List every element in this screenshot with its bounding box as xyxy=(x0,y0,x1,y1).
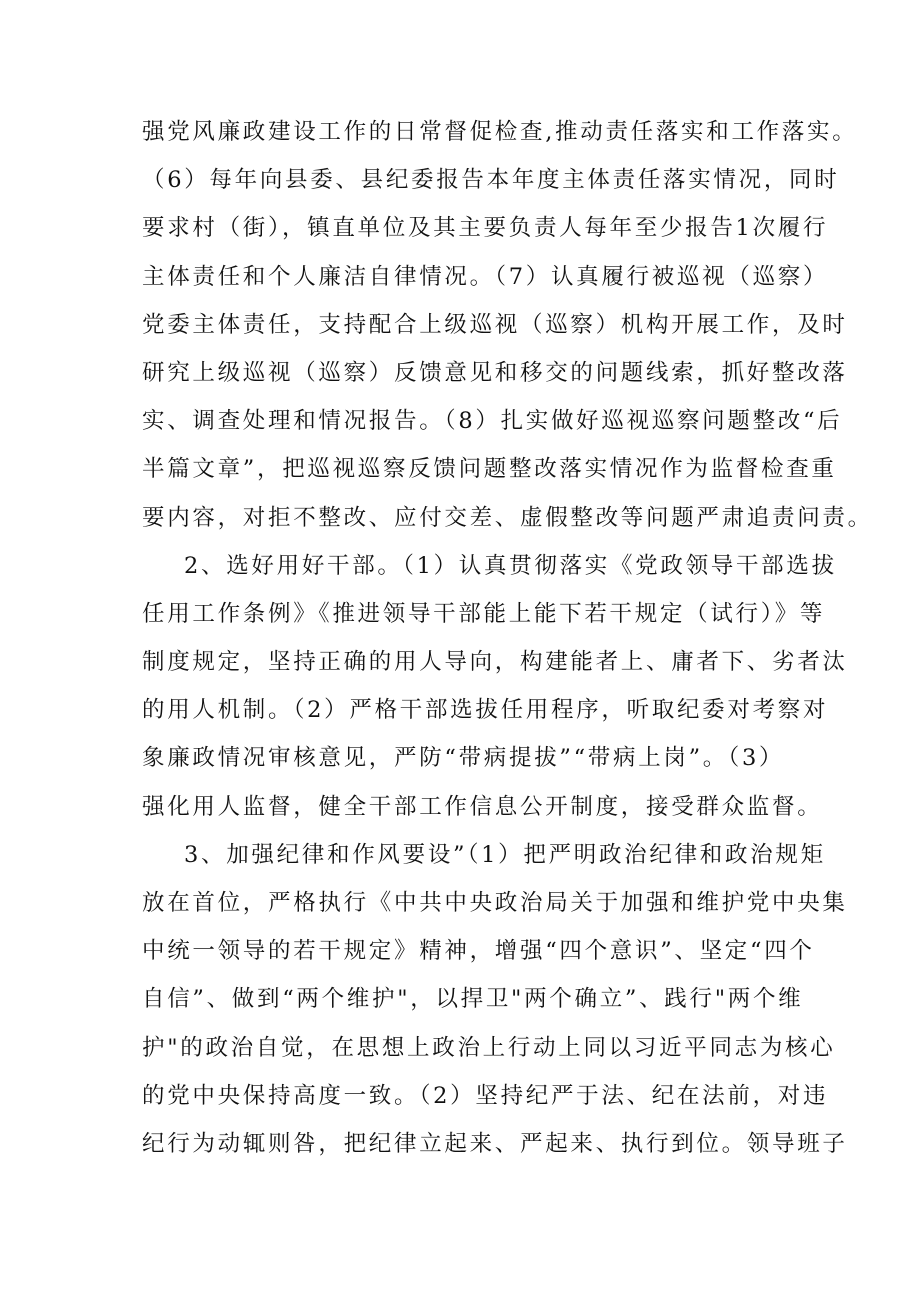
text-line: 制度规定，坚持正确的用人导向，构建能者上、庸者下、劣者汰 xyxy=(142,649,848,676)
text-line: 半篇文章”，把巡视巡察反馈问题整改落实情况作为监督检查重 xyxy=(142,456,837,483)
text-line: 实、调查处理和情况报告。（8）扎实做好巡视巡察问题整改“后 xyxy=(142,408,843,435)
text-line: 强化用人监督，健全干部工作信息公开制度，接受群众监督。 xyxy=(142,793,823,820)
text-line: 中统一领导的若干规定》精神，增强“四个意识”、坚定“四个 xyxy=(142,938,815,965)
text-line: （6）每年向县委、县纪委报告本年度主体责任落实情况，同时 xyxy=(142,167,840,194)
text-line: 的党中央保持高度一致。（2）坚持纪严于法、纪在法前，对违 xyxy=(142,1082,829,1109)
paragraph-start-line: 2、选好用好干部。（1）认真贯彻落实《党政领导干部选拔 xyxy=(184,552,837,579)
text-line: 主体责任和个人廉洁自律情况。（7）认真履行被巡视（巡察） xyxy=(142,263,829,290)
paragraph-start-line: 3、加强纪律和作风要设”（1）把严明政治纪律和政治规矩 xyxy=(184,841,826,868)
text-line: 自信”、做到“两个维护"，以捍卫"两个确立”、践行"两个维 xyxy=(142,986,804,1013)
text-line: 强党风廉政建设工作的日常督促检查,推动责任落实和工作落实。 xyxy=(142,119,858,145)
text-line: 要求村（街），镇直单位及其主要负责人每年至少报告1次履行 xyxy=(142,215,829,242)
text-line: 纪行为动辄则咎，把纪律立起来、严起来、执行到位。领导班子 xyxy=(142,1130,848,1157)
text-line: 研究上级巡视（巡察）反馈意见和移交的问题线索，抓好整改落 xyxy=(142,359,848,386)
document-body xyxy=(142,108,873,1168)
text-line: 党委主体责任，支持配合上级巡视（巡察）机构开展工作，及时 xyxy=(142,311,848,338)
text-line: 象廉政情况审核意见，严防“带病提拔”“带病上岗”。（3） xyxy=(142,745,785,772)
text-line: 护"的政治自觉，在思想上政治上行动上同以习近平同志为核心 xyxy=(142,1034,836,1061)
text-line: 放在首位，严格执行《中共中央政治局关于加强和维护党中央集 xyxy=(142,890,848,916)
text-line: 的用人机制。（2）严格干部选拔任用程序，听取纪委对考察对 xyxy=(142,697,829,724)
text-line: 任用工作条例》《推进领导干部能上能下若干规定（试行）》等 xyxy=(142,600,826,627)
text-line: 要内容，对拒不整改、应付交差、虚假整改等问题严肃追责问责。 xyxy=(142,504,873,531)
